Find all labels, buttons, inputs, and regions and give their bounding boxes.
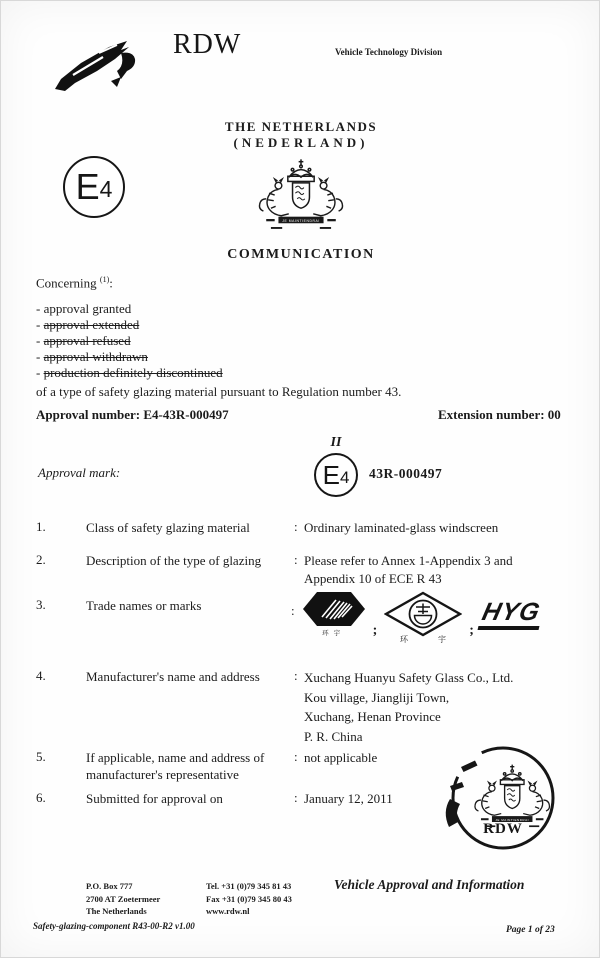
- country-native-title: (NEDERLAND): [233, 135, 369, 150]
- approval-number-value: E4-43R-000497: [143, 407, 229, 422]
- value-line: Xuchang Huanyu Safety Glass Co., Ltd.: [304, 670, 514, 685]
- trademark-hexagon-logo: [302, 591, 366, 637]
- e4-approval-mark-small: [314, 453, 358, 497]
- concerning-item: [36, 365, 223, 381]
- bullet: -: [36, 317, 41, 332]
- item-colon: :: [294, 519, 298, 534]
- contact-line: www.rdw.nl: [206, 906, 250, 916]
- footnote-ref: (1): [99, 275, 110, 284]
- value-line: Xuchang, Henan Province: [304, 709, 441, 724]
- value-line: P. R. China: [304, 728, 363, 744]
- item-number: 1.: [36, 519, 46, 534]
- item-number: 5.: [36, 749, 46, 764]
- item-colon: :: [294, 668, 298, 683]
- bullet: -: [36, 365, 41, 380]
- bullet: -: [36, 349, 41, 364]
- concerning-item: [36, 349, 148, 365]
- value-line: Please refer to Annex 1-Appendix 3 and: [304, 553, 513, 568]
- separator-semicolon: ;: [372, 623, 378, 638]
- concerning-item-text: approval refused: [43, 333, 131, 348]
- extension-number-value: 00: [547, 407, 561, 422]
- approval-mark-class: II: [330, 435, 342, 450]
- item-value: not applicable: [304, 750, 378, 765]
- concerning-item: [36, 317, 139, 333]
- address-line: P.O. Box 777: [86, 881, 133, 891]
- separator-semicolon: ;: [469, 623, 474, 638]
- item-label: [86, 749, 294, 783]
- approval-number-label: Approval number:: [36, 407, 141, 422]
- hexagon-coil-icon: [302, 591, 366, 627]
- item-number: 6.: [36, 790, 46, 805]
- concerning-item-text: approval extended: [43, 317, 140, 332]
- item-number: 3.: [36, 597, 46, 612]
- contact-line: Tel. +31 (0)79 345 81 43: [206, 881, 292, 891]
- item-colon: :: [294, 552, 298, 567]
- country-title: THE NETHERLANDS: [224, 119, 378, 134]
- item-colon: :: [294, 749, 298, 764]
- concerning-lead: [36, 275, 113, 291]
- concerning-item: [36, 301, 131, 317]
- trademark-hyg-logo: HYG: [478, 600, 546, 630]
- concerning-closing: of a type of safety glazing material pursuant to Regulation number 43.: [36, 384, 402, 399]
- doc-type-heading: COMMUNICATION: [227, 247, 375, 262]
- trademark-caption: 环宇: [322, 630, 346, 637]
- item-number: 2.: [36, 552, 46, 567]
- concerning-item-text: approval withdrawn: [43, 349, 148, 364]
- item-colon: :: [291, 603, 295, 618]
- item-label: Trade names or marks: [86, 598, 202, 613]
- concerning-word: Concerning: [36, 275, 97, 291]
- extension-number: [438, 407, 561, 423]
- trademark-diamond-logo: [384, 591, 462, 645]
- concerning-item: [36, 333, 131, 349]
- item-number: 4.: [36, 668, 46, 683]
- e-mark-letter: E: [75, 166, 100, 207]
- value-line: Appendix 10 of ECE R 43: [304, 571, 442, 586]
- bullet: -: [36, 301, 41, 316]
- division-title: Vehicle Technology Division: [335, 47, 443, 57]
- trademarks-row: [291, 591, 542, 645]
- rdw-approval-stamp: [441, 736, 567, 854]
- approval-mark-number: 43R-000497: [369, 466, 443, 481]
- approval-number: [36, 407, 229, 423]
- item-label: Description of the type of glazing: [86, 553, 262, 568]
- footer-contact: [206, 880, 292, 918]
- e-mark-number: 4: [339, 467, 350, 487]
- doc-reference: Safety-glazing-component R43-00-R2 v1.00: [33, 921, 195, 931]
- extension-number-label: Extension number:: [438, 407, 545, 422]
- trademark-char-left: 环: [400, 635, 409, 644]
- item-value: Ordinary laminated-glass windscreen: [304, 520, 499, 535]
- footer-tagline: Vehicle Approval and Information: [334, 877, 525, 892]
- bullet: -: [36, 333, 41, 348]
- rdw-bird-logo-icon: [51, 37, 143, 99]
- netherlands-coat-of-arms-icon: [254, 157, 348, 235]
- address-line: 2700 AT Zoetermeer: [86, 893, 161, 904]
- e-mark-letter: E: [322, 460, 340, 490]
- item-label: Class of safety glazing material: [86, 520, 250, 535]
- item-value: [304, 552, 569, 588]
- e-mark-number: 4: [99, 176, 113, 202]
- e4-approval-mark-large: [63, 156, 125, 218]
- item-value: [304, 668, 569, 746]
- label-line: manufacturer's representative: [86, 767, 239, 782]
- concerning-colon: :: [109, 275, 113, 291]
- trademark-char-right: 宇: [438, 635, 447, 644]
- item-label: Manufacturer's name and address: [86, 669, 260, 684]
- concerning-item-text: production definitely discontinued: [43, 365, 223, 380]
- value-line: Kou village, Jiangliji Town,: [304, 689, 450, 705]
- page-indicator: Page 1 of 23: [506, 925, 555, 935]
- contact-line: Fax +31 (0)79 345 80 43: [206, 893, 292, 904]
- label-line: If applicable, name and address of: [86, 750, 265, 765]
- item-label: Submitted for approval on: [86, 791, 223, 806]
- item-colon: :: [294, 790, 298, 805]
- item-value: January 12, 2011: [304, 791, 393, 806]
- address-line: The Netherlands: [86, 906, 147, 916]
- concerning-item-text: approval granted: [43, 301, 132, 316]
- approval-mark-label: Approval mark:: [38, 465, 121, 480]
- stamp-label: RDW: [483, 821, 523, 837]
- brand-title: RDW: [173, 29, 242, 60]
- footer-address: [86, 880, 160, 918]
